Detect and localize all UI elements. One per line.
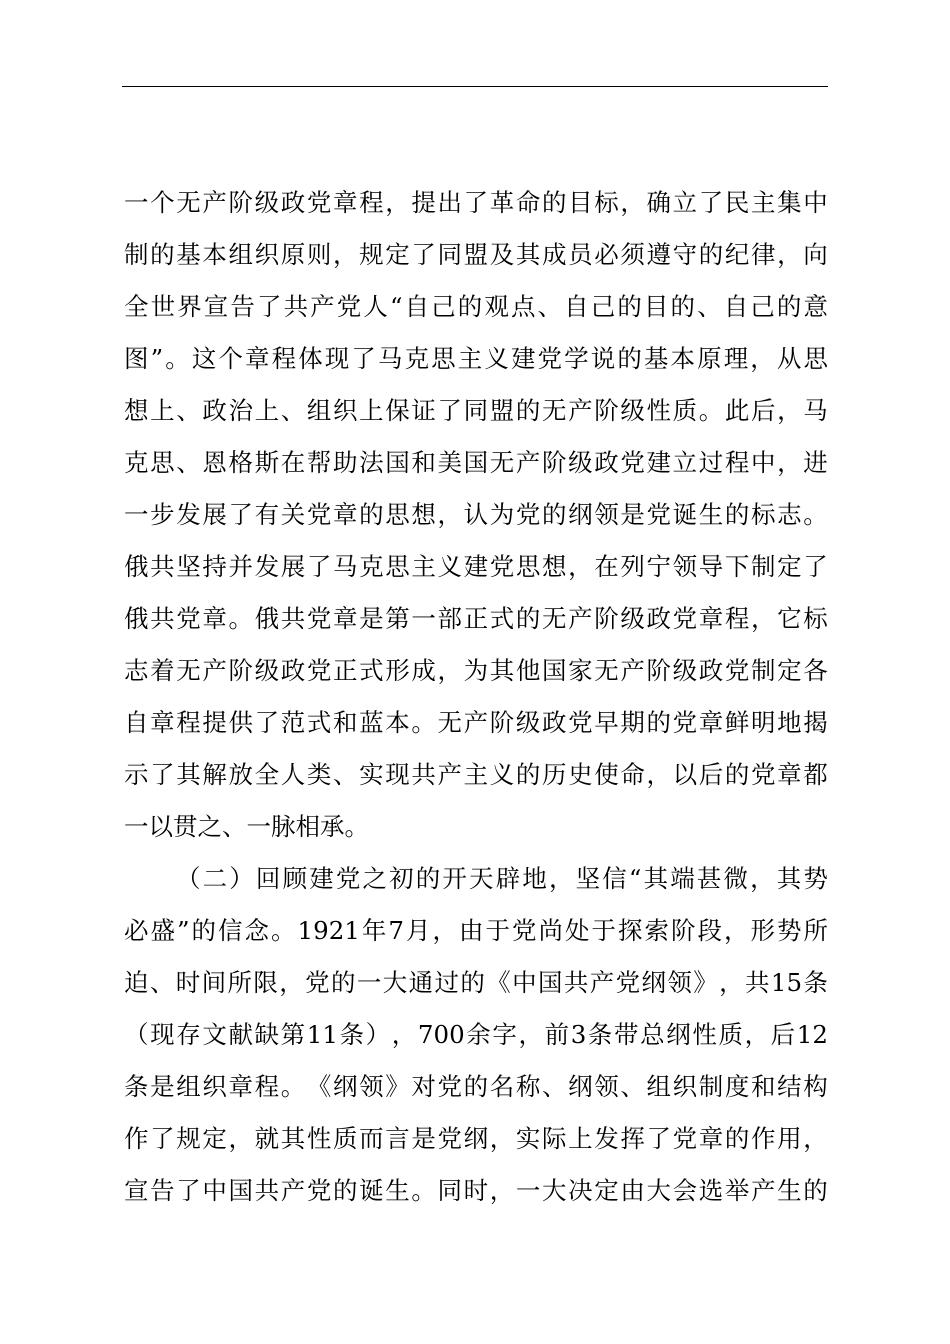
text-line-paragraph-end: 一以贯之、一脉相承。 [124,812,369,841]
text-line: 想 上 、 政 治 上 、 组 织 上 保 证 了 同 盟 的 无 产 阶 级 性 质 。 此 后 ， 马 [124,396,828,425]
text-line: 宣 告 了 中 国 共 产 党 的 诞 生 。 同 时 ， 一 大 决 定 由 大 会 选 举 产 生 的 [124,1176,828,1205]
text-line: 图 ” 。 这 个 章 程 体 现 了 马 克 思 主 义 建 党 学 说 的 基 本 原 理 ， 从 思 [124,344,828,373]
document-body [124,183,828,1223]
section-heading-line: （ 二 ） 回 顾 建 党 之 初 的 开 天 辟 地 ， 坚 信 “ 其 端 甚 微 ， 其 势 [176,864,828,893]
text-line: 全 世 界 宣 告 了 共 产 党 人 “ 自 己 的 观 点 、 自 己 的 目 的 、 自 己 的 意 [124,292,828,321]
text-line: 一 步 发 展 了 有 关 党 章 的 思 想 ， 认 为 党 的 纲 领 是 党 诞 生 的 标 志 。 [124,500,828,529]
text-line: 志 着 无 产 阶 级 政 党 正 式 形 成 ， 为 其 他 国 家 无 产 阶 级 政 党 制 定 各 [124,656,828,685]
text-line: 制 的 基 本 组 织 原 则 ， 规 定 了 同 盟 及 其 成 员 必 须 遵 守 的 纪 律 ， 向 [124,240,828,269]
text-line: 迫 、 时 间 所 限 ， 党 的 一 大 通 过 的 《 中 国 共 产 党 纲 领 》 ， 共 15 条 [124,968,828,997]
text-line: 俄 共 坚 持 并 发 展 了 马 克 思 主 义 建 党 思 想 ， 在 列 宁 领 导 下 制 定 了 [124,552,828,581]
text-line: 一 个 无 产 阶 级 政 党 章 程 ， 提 出 了 革 命 的 目 标 ， 确 立 了 民 主 集 中 [124,188,828,217]
text-line: （ 现 存 文 献 缺 第 11 条 ） ， 700 余 字 ， 前 3 条 带 总 纲 性 质 ， 后 12 [124,1020,828,1049]
text-line: 作 了 规 定 ， 就 其 性 质 而 言 是 党 纲 ， 实 际 上 发 挥 了 党 章 的 作 用 ， [124,1124,828,1153]
text-line: 条 是 组 织 章 程 。 《 纲 领 》 对 党 的 名 称 、 纲 领 、 组 织 制 度 和 结 构 [124,1072,828,1101]
text-line: 必 盛 ” 的 信 念 。 1921 年 7 月 ， 由 于 党 尚 处 于 探 索 阶 段 ， 形 势 所 [124,916,828,945]
text-line: 克 思 、 恩 格 斯 在 帮 助 法 国 和 美 国 无 产 阶 级 政 党 建 立 过 程 中 ， 进 [124,448,828,477]
text-line: 俄 共 党 章 。 俄 共 党 章 是 第 一 部 正 式 的 无 产 阶 级 政 党 章 程 ， 它 标 [124,604,828,633]
text-line: 示 了 其 解 放 全 人 类 、 实 现 共 产 主 义 的 历 史 使 命 ， 以 后 的 党 章 都 [124,760,828,789]
header-rule [122,86,828,87]
text-line: 自 章 程 提 供 了 范 式 和 蓝 本 。 无 产 阶 级 政 党 早 期 的 党 章 鲜 明 地 揭 [124,708,828,737]
